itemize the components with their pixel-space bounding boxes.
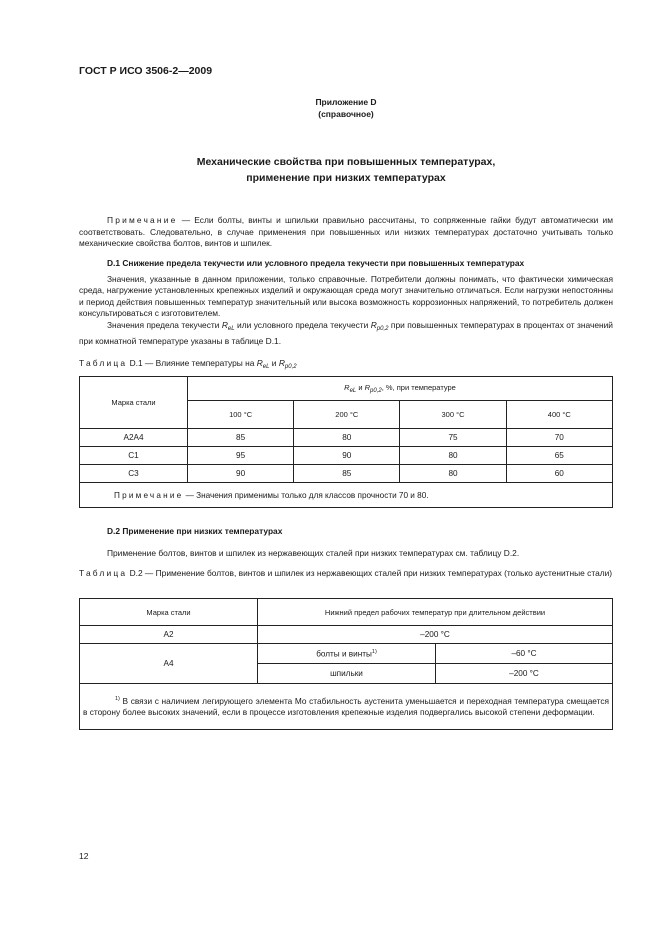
main-title-line2: применение при низких температурах [246,172,446,184]
section-d1-para2: Значения предела текучести $R_{eL}$ или условного предела текучести $R_{p0,2}$ при повышенных температурах в процентах от значений при комнатной температуре указаны в таблице D.1. [79,319,613,346]
table2-cell: болты и винты$^{1)}$ [258,644,436,664]
section-d2 [79,526,613,559]
table1-temp-header: 300 °C [400,401,506,429]
table2-cell: шпильки [258,664,436,684]
note-intro [79,215,613,250]
table-row [80,644,613,664]
table1-temp-header: 200 °C [294,401,400,429]
section-d1-para1: Значения, указанные в данном приложении, только справочные. Потребители должны понимать, что фактически химическая среда, нагружение установленных крепежных изделий и окружающая среда могут значительно отличаться. Если нагрузки непостоянны и период действия повышенных температур значительный или высока возможность коррозионных напряжений, то потребитель должен консультироваться с изготовителем. [79,273,613,319]
table-row [80,465,613,483]
table1-cell: 65 [506,447,612,465]
table1-temp-header: 100 °C [188,401,294,429]
table-row [80,447,613,465]
section-d1 [79,258,613,347]
table1-cell: 60 [506,465,612,483]
section-d2-heading: D.2 Применение при низких температурах [107,526,283,536]
table-d1 [79,376,613,508]
table1-col-temp-group: $R_{eL}$ и $R_{p0,2}$, %, при температуре [188,377,613,401]
appendix-title: Приложение D [315,97,377,107]
table1-cell: 90 [294,447,400,465]
table1-cell-grade: C1 [80,447,188,465]
table1-note: Примечание — Значения применимы только для классов прочности 70 и 80. [80,483,613,508]
table1-cell: 90 [188,465,294,483]
table1-cell: 85 [294,465,400,483]
table1-cell: 70 [506,429,612,447]
main-title-line1: Механические свойства при повышенных температурах, [196,156,496,168]
note-label: Примечание [107,215,178,225]
section-d1-heading: D.1 Снижение предела текучести или условного предела текучести при повышенных температурах [107,258,525,268]
note-text: — Если болты, винты и шпильки правильно рассчитаны, то сопряженные гайки будут автоматически им соответствовать. Следовательно, в случае применения при повышенных или низких температурах достаточно учитывать только механические свойства болтов, винтов и шпилек. [79,215,613,249]
appendix-subtitle: (справочное) [318,109,374,119]
table1-cell-grade: C3 [80,465,188,483]
table2-cell-grade: A4 [80,644,258,684]
table1-cell: 80 [400,447,506,465]
table1-cell: 80 [400,465,506,483]
table1-cell: 75 [400,429,506,447]
table1-temp-header: 400 °C [506,401,612,429]
table-row [80,429,613,447]
table2-cell: –200 °C [258,626,613,644]
table2-caption: Таблица D.2 — Применение болтов, винтов и шпилек из нержавеющих сталей при низких температурах (только аустенитные стали) [79,568,613,578]
table1-cell: 80 [294,429,400,447]
table-row [80,626,613,644]
table2-cell-grade: A2 [80,626,258,644]
table2-cell: –200 °C [436,664,613,684]
document-header: ГОСТ Р ИСО 3506-2—2009 [79,65,213,77]
table1-col-grade: Марка стали [80,377,188,429]
table2-col-limit: Нижний предел рабочих температур при длительном действии [258,599,613,626]
table-d2 [79,598,613,730]
table1-cell: 85 [188,429,294,447]
table2-cell: –60 °C [436,644,613,664]
table2-footnote: $^{1)}$ В связи с наличием легирующего элемента Mo стабильность аустенита уменьшается и переходная температура смещается в сторону более высоких значений, если в процессе изготовления крепежные изделия подвергались высокой степени деформации. [80,684,613,730]
page-number: 12 [79,851,89,861]
table1-cell: 95 [188,447,294,465]
table2-col-grade: Марка стали [80,599,258,626]
table1-cell-grade: A2A4 [80,429,188,447]
table1-caption: Таблица D.1 — Влияние температуры на $R_{eL}$ и $R_{p0,2}$ [79,358,297,370]
section-d2-para: Применение болтов, винтов и шпилек из нержавеющих сталей при низких температурах см. таблицу D.2. [107,547,520,558]
